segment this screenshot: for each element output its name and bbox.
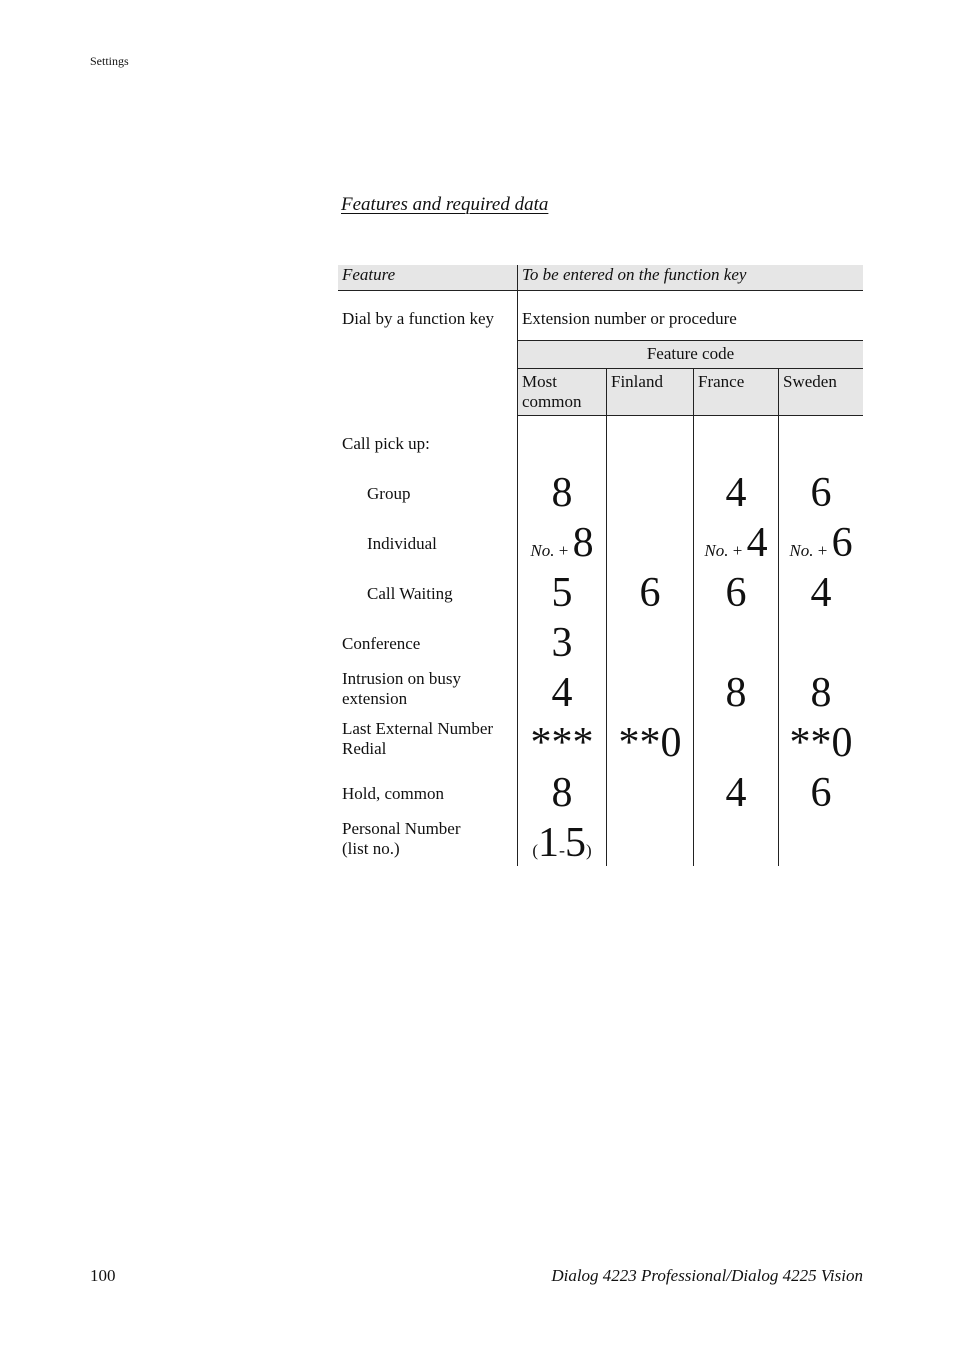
feature-row-label: Intrusion on busy <box>342 669 461 688</box>
country-header: France <box>698 372 745 391</box>
feature-code-cell: 8 <box>551 770 573 816</box>
feature-code-cell: 3 <box>551 620 573 666</box>
feature-code-cell: No. + 8 <box>530 520 594 566</box>
column-header-feature: Feature <box>342 265 396 284</box>
feature-code-cell: 6 <box>725 570 747 616</box>
page-number: 100 <box>90 1266 116 1285</box>
section-title: Features and required data <box>341 194 549 215</box>
country-header: Sweden <box>783 372 837 391</box>
dial-feature-label: Dial by a function key <box>342 309 495 328</box>
running-header: Settings <box>90 54 129 68</box>
feature-code-cell: **0 <box>789 720 853 766</box>
feature-row-label: Last External Number <box>342 719 494 738</box>
feature-code-cell: **0 <box>618 720 682 766</box>
feature-code-cell: 8 <box>725 670 747 716</box>
feature-code-cell: (1-5) <box>532 820 592 866</box>
feature-code-cell: 8 <box>810 670 832 716</box>
column-header-entry: To be entered on the function key <box>522 265 747 284</box>
feature-code-cell: No. + 4 <box>704 520 768 566</box>
feature-code-cell: 8 <box>551 470 573 516</box>
feature-row-label: Call Waiting <box>367 584 453 603</box>
feature-code-cell: 4 <box>810 570 832 616</box>
document-title: Dialog 4223 Professional/Dialog 4225 Vision <box>551 1266 863 1285</box>
feature-code-cell: 6 <box>639 570 661 616</box>
feature-row-label: Group <box>367 484 411 503</box>
feature-code-cell: 4 <box>725 770 747 816</box>
country-header: common <box>522 392 582 411</box>
feature-code-label: Feature code <box>646 344 735 363</box>
feature-row-label: (list no.) <box>342 839 400 858</box>
feature-code-cell: 4 <box>725 470 747 516</box>
feature-row-label: Hold, common <box>342 784 444 803</box>
dial-entry-label: Extension number or procedure <box>522 309 737 328</box>
feature-code-cell: No. + 6 <box>789 520 853 566</box>
feature-code-cell: 5 <box>551 570 573 616</box>
feature-code-cell: 6 <box>810 470 832 516</box>
country-header: Most <box>522 372 557 391</box>
feature-row-label: extension <box>342 689 408 708</box>
feature-code-cell: 4 <box>551 670 573 716</box>
feature-row-label: Redial <box>342 739 387 758</box>
feature-code-cell: *** <box>530 720 594 766</box>
feature-code-cell: 6 <box>810 770 832 816</box>
feature-row-label: Call pick up: <box>342 434 430 453</box>
country-header: Finland <box>611 372 663 391</box>
feature-row-label: Personal Number <box>342 819 461 838</box>
feature-row-label: Individual <box>367 534 437 553</box>
feature-row-label: Conference <box>342 634 421 653</box>
